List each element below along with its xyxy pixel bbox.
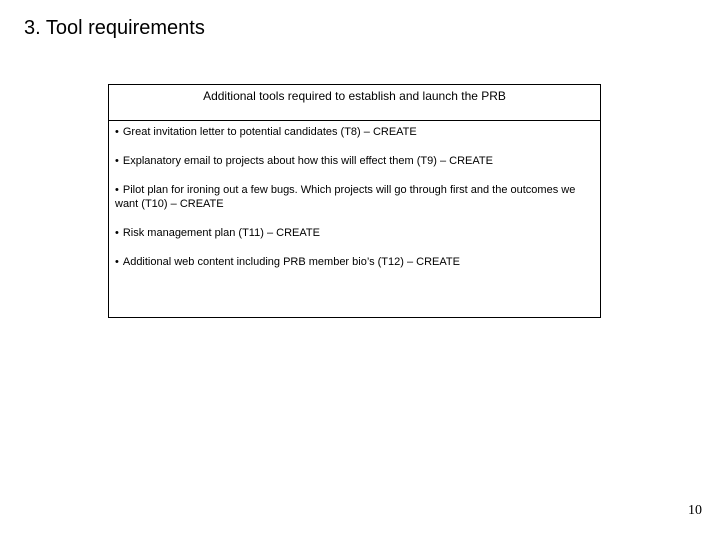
tool-item-text: Great invitation letter to potential candidates (T8) –: [122, 126, 373, 138]
bullet-icon: •: [115, 184, 119, 196]
table-header: Additional tools required to establish and launch the PRB: [109, 85, 600, 121]
slide-title: 3. Tool requirements: [24, 17, 205, 39]
tool-item-t10: [115, 183, 594, 211]
page-number: 10: [688, 503, 702, 518]
tool-item-t9: [115, 154, 594, 168]
tool-item-text: Risk management plan (T11) –: [122, 227, 277, 239]
tool-item-t12: [115, 255, 594, 269]
tool-item-text: Pilot plan for ironing out a few bugs. Which projects will go through first and the outcomes we want (T10) –: [115, 184, 576, 210]
tools-table: [108, 84, 601, 318]
tool-item-text: Additional web content including PRB member bio’s (T12) –: [122, 256, 417, 268]
tool-item-text: Explanatory email to projects about how this will effect them (T9) –: [122, 155, 450, 167]
bullet-icon: •: [115, 256, 119, 268]
tool-item-status: CREATE: [372, 126, 417, 138]
bullet-icon: •: [115, 126, 119, 138]
table-body: [109, 121, 600, 269]
bullet-icon: •: [115, 227, 119, 239]
tool-item-status: CREATE: [179, 198, 224, 210]
tool-item-status: CREATE: [449, 155, 493, 167]
tool-item-status: CREATE: [416, 256, 460, 268]
tool-item-t11: [115, 226, 594, 240]
bullet-icon: •: [115, 155, 119, 167]
tool-item-t8: [115, 125, 594, 139]
tool-item-status: CREATE: [276, 227, 320, 239]
